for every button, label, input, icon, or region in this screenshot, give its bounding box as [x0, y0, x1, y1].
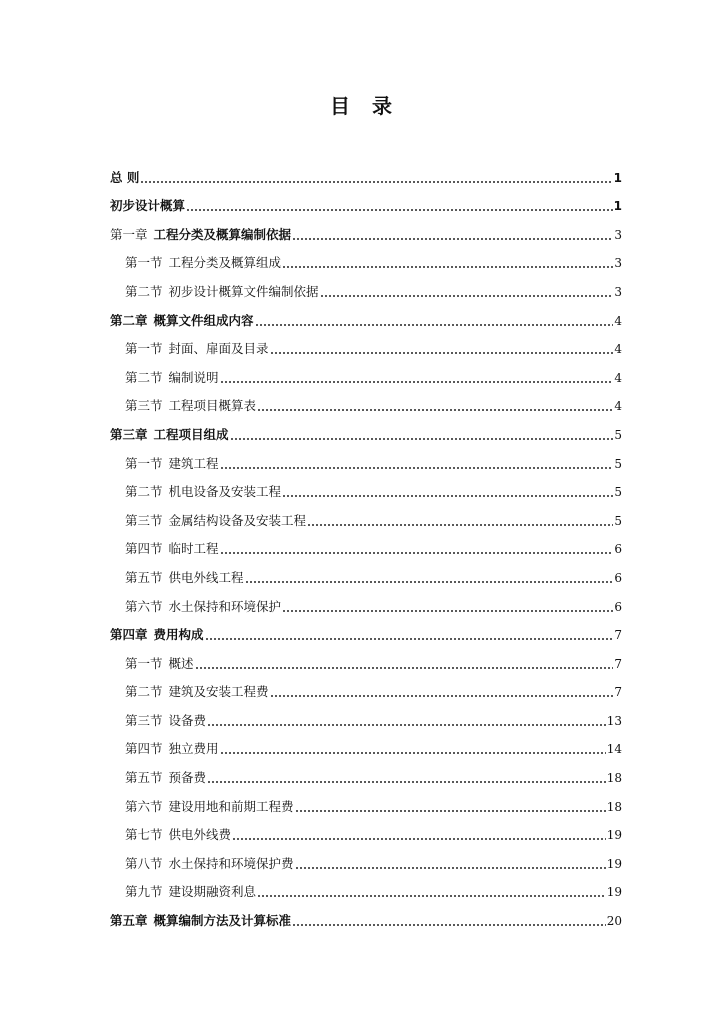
- toc-entry[interactable]: [110, 875, 622, 904]
- toc-entry[interactable]: [110, 389, 622, 418]
- chapter-number: 第二章: [110, 312, 148, 328]
- toc-entry[interactable]: [110, 732, 622, 761]
- toc-entry[interactable]: [110, 560, 622, 589]
- section-number: 第八节: [125, 855, 163, 871]
- section-number: 第五节: [125, 770, 163, 786]
- dot-leader: [207, 781, 606, 783]
- section-number: 第三节: [125, 512, 163, 528]
- page-number: 5: [614, 427, 622, 442]
- toc-entry[interactable]: [110, 818, 622, 847]
- toc-entry[interactable]: [110, 760, 622, 789]
- page-number: 6: [614, 570, 622, 585]
- dot-leader: [292, 238, 613, 240]
- page-number: 7: [614, 685, 622, 700]
- toc-entry-title: [125, 599, 281, 618]
- toc-entry-title: [125, 255, 281, 274]
- section-number: 第四节: [125, 541, 163, 557]
- section-title: 建筑工程: [168, 455, 219, 471]
- toc-entry-title: [125, 513, 306, 532]
- page-number: 18: [606, 771, 622, 786]
- toc-entry-title: [125, 570, 244, 589]
- section-title: 建设用地和前期工程费: [168, 798, 294, 814]
- page-number: 6: [614, 542, 622, 557]
- chapter-title: 概算编制方法及计算标准: [153, 913, 292, 929]
- dot-leader: [255, 324, 614, 326]
- chapter-number: 第五章: [110, 913, 148, 929]
- dot-leader: [320, 295, 614, 297]
- toc-entry-title: 总 则: [110, 169, 140, 185]
- toc-entry-title: [125, 541, 219, 560]
- dot-leader: [257, 409, 613, 411]
- section-number: 第一节: [125, 655, 163, 671]
- chapter-title: 工程项目组成: [153, 426, 229, 442]
- section-title: 供电外线工程: [168, 569, 244, 585]
- dot-leader: [292, 924, 606, 926]
- toc-entry-title: 初步设计概算: [110, 198, 186, 214]
- section-title: 概述: [168, 655, 194, 671]
- section-title: 设备费: [168, 712, 207, 728]
- toc-entry[interactable]: [110, 475, 622, 504]
- section-title: 独立费用: [168, 741, 219, 757]
- chapter-title: 概算文件组成内容: [153, 312, 254, 328]
- toc-entry-title: [125, 770, 206, 789]
- toc-entry-title: [125, 684, 269, 703]
- toc-entry[interactable]: [110, 789, 622, 818]
- toc-entry-title: [125, 656, 194, 675]
- page-number: 19: [606, 856, 622, 871]
- section-number: 第三节: [125, 398, 163, 414]
- dot-leader: [220, 467, 614, 469]
- section-number: 第一节: [125, 255, 163, 271]
- chapter-number: 第一章: [110, 226, 148, 242]
- dot-leader: [207, 724, 606, 726]
- page-number: 20: [606, 914, 622, 929]
- section-number: 第一节: [125, 455, 163, 471]
- toc-entry-title: [125, 484, 281, 503]
- toc-entry[interactable]: [110, 417, 622, 446]
- dot-leader: [232, 838, 606, 840]
- toc-entry-title: [110, 227, 291, 246]
- section-title: 临时工程: [168, 541, 219, 557]
- page-number: 7: [614, 656, 622, 671]
- table-of-contents: [110, 160, 622, 932]
- page-number: 4: [614, 370, 622, 385]
- section-title: 水土保持和环境保护: [168, 598, 282, 614]
- section-title: 封面、扉面及目录: [168, 341, 269, 357]
- toc-entry[interactable]: [110, 303, 622, 332]
- dot-leader: [220, 752, 606, 754]
- section-title: 初步设计概算文件编制依据: [168, 283, 319, 299]
- page-number: 4: [614, 313, 622, 328]
- dot-leader: [270, 695, 614, 697]
- dot-leader: [307, 524, 613, 526]
- title-char-1: 目: [330, 94, 352, 118]
- section-title: 建筑及安装工程费: [168, 684, 269, 700]
- page-number: 19: [606, 828, 622, 843]
- section-number: 第三节: [125, 712, 163, 728]
- section-number: 第六节: [125, 598, 163, 614]
- section-title: 预备费: [168, 770, 207, 786]
- toc-entry[interactable]: [110, 703, 622, 732]
- section-title: 工程分类及概算组成: [168, 255, 282, 271]
- page-number: 6: [614, 599, 622, 614]
- dot-leader: [230, 438, 614, 440]
- toc-entry-title: [125, 856, 294, 875]
- dot-leader: [295, 867, 606, 869]
- dot-leader: [257, 895, 606, 897]
- toc-entry[interactable]: [110, 246, 622, 275]
- dot-leader: [282, 495, 613, 497]
- section-number: 第七节: [125, 827, 163, 843]
- toc-entry[interactable]: [110, 618, 622, 647]
- dot-leader: [282, 266, 613, 268]
- dot-leader: [282, 610, 613, 612]
- section-title: 工程项目概算表: [168, 398, 257, 414]
- toc-entry-title: [125, 284, 319, 303]
- toc-entry-title: [125, 398, 256, 417]
- page-number: 5: [614, 513, 622, 528]
- section-title: 供电外线费: [168, 827, 232, 843]
- dot-leader: [270, 352, 614, 354]
- section-number: 第六节: [125, 798, 163, 814]
- chapter-title: 工程分类及概算编制依据: [153, 226, 292, 242]
- section-number: 第五节: [125, 569, 163, 585]
- toc-entry[interactable]: [110, 532, 622, 561]
- title-char-2: 录: [372, 94, 394, 118]
- page-number: 5: [614, 456, 622, 471]
- page-number: 18: [606, 799, 622, 814]
- page-number: 3: [614, 256, 622, 271]
- toc-entry[interactable]: [110, 675, 622, 704]
- toc-entry-title: [125, 741, 219, 760]
- toc-entry[interactable]: [110, 446, 622, 475]
- chapter-title: 费用构成: [153, 627, 204, 643]
- toc-entry[interactable]: [110, 846, 622, 875]
- section-title: 金属结构设备及安装工程: [168, 512, 307, 528]
- toc-entry-title: [110, 427, 229, 446]
- toc-entry-title: [125, 370, 219, 389]
- toc-entry[interactable]: [110, 274, 622, 303]
- page-number: 4: [614, 399, 622, 414]
- section-number: 第二节: [125, 484, 163, 500]
- toc-entry-title: [125, 456, 219, 475]
- toc-entry-title: [125, 799, 294, 818]
- toc-entry[interactable]: [110, 332, 622, 361]
- page-title: [0, 93, 724, 119]
- section-number: 第二节: [125, 369, 163, 385]
- section-number: 第二节: [125, 283, 163, 299]
- dot-leader: [220, 381, 614, 383]
- section-title: 水土保持和环境保护费: [168, 855, 294, 871]
- toc-entry-title: [125, 827, 231, 846]
- page-number: 3: [614, 284, 622, 299]
- section-number: 第四节: [125, 741, 163, 757]
- toc-entry[interactable]: [110, 160, 622, 189]
- section-title: 机电设备及安装工程: [168, 484, 282, 500]
- page-number: 19: [606, 885, 622, 900]
- section-title: 编制说明: [168, 369, 219, 385]
- toc-entry-title: [125, 884, 256, 903]
- toc-entry[interactable]: [110, 189, 622, 218]
- toc-entry-title: [125, 341, 269, 360]
- dot-leader: [205, 638, 614, 640]
- chapter-number: 第四章: [110, 627, 148, 643]
- page-number: 14: [606, 742, 622, 757]
- toc-entry-title: [110, 913, 291, 932]
- page-number: 13: [606, 713, 622, 728]
- toc-entry[interactable]: [110, 217, 622, 246]
- toc-entry[interactable]: [110, 589, 622, 618]
- toc-entry[interactable]: [110, 503, 622, 532]
- page-number: 3: [614, 227, 622, 242]
- page-number: 1: [613, 199, 622, 214]
- page-number: 5: [614, 485, 622, 500]
- dot-leader: [295, 810, 606, 812]
- toc-entry[interactable]: [110, 646, 622, 675]
- toc-entry[interactable]: [110, 903, 622, 932]
- section-number: 第九节: [125, 884, 163, 900]
- dot-leader: [220, 552, 614, 554]
- chapter-number: 第三章: [110, 426, 148, 442]
- toc-entry-title: [110, 627, 204, 646]
- section-number: 第一节: [125, 341, 163, 357]
- toc-entry[interactable]: [110, 360, 622, 389]
- page-number: 7: [614, 628, 622, 643]
- page-number: 1: [613, 170, 622, 185]
- dot-leader: [245, 581, 614, 583]
- dot-leader: [140, 181, 612, 183]
- toc-entry-title: [125, 713, 206, 732]
- dot-leader: [186, 209, 613, 211]
- page-number: 4: [614, 342, 622, 357]
- section-number: 第二节: [125, 684, 163, 700]
- toc-entry-title: [110, 313, 254, 332]
- section-title: 建设期融资利息: [168, 884, 257, 900]
- dot-leader: [195, 667, 614, 669]
